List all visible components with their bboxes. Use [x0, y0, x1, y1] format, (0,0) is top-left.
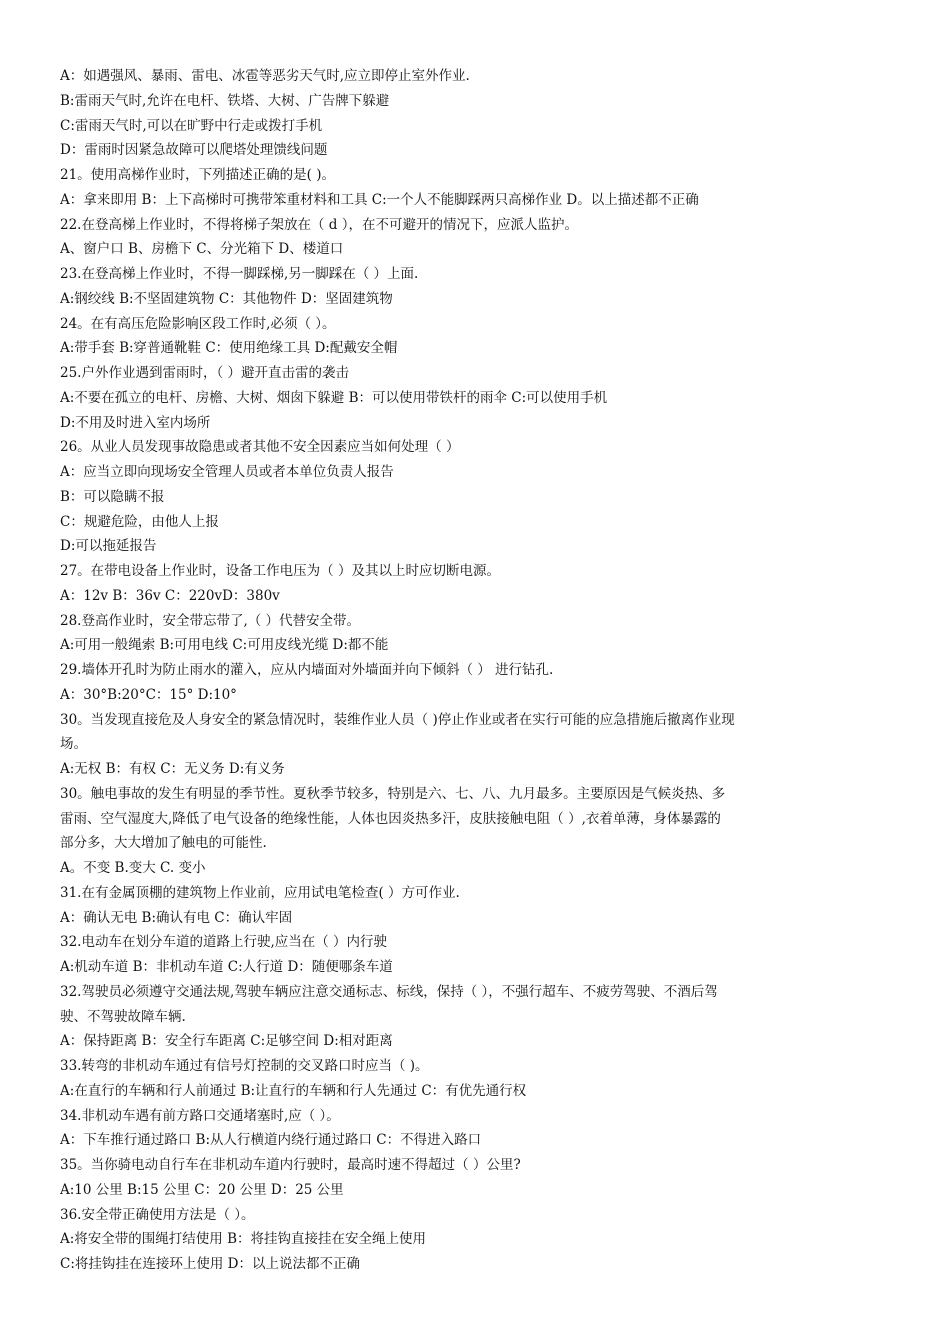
text-line: A:无权 B：有权 C：无义务 D:有义务	[60, 761, 285, 777]
text-line: A：30°B:20°C：15° D:10°	[60, 686, 237, 703]
text-line: 23.在登高梯上作业时，不得一脚踩梯,另一脚踩在（ ）上面.	[60, 266, 419, 282]
text-line: 35。当你骑电动自行车在非机动车道内行驶时，最高时速不得超过（ ）公里?	[60, 1157, 521, 1173]
text-line: A：应当立即向现场安全管理人员或者本单位负责人报告	[60, 464, 394, 480]
text-line: 29.墙体开孔时为防止雨水的灌入，应从内墙面对外墙面并向下倾斜（ ） 进行钻孔.	[60, 662, 554, 678]
text-line: A：保持距离 B：安全行车距离 C:足够空间 D:相对距离	[60, 1033, 393, 1050]
text-line: D:可以拖延报告	[60, 538, 157, 555]
text-line: 场。	[60, 736, 87, 753]
text-line: A:可用一般绳索 B:可用电线 C:可用皮线光缆 D:都不能	[60, 637, 389, 654]
text-line: 部分多，大大增加了触电的可能性.	[60, 835, 267, 852]
text-line: C：规避危险，由他人上报	[60, 513, 219, 530]
text-line: B：可以隐瞒不报	[60, 488, 165, 505]
text-line: A:在直行的车辆和行人前通过 B:让直行的车辆和行人先通过 C：有优先通行权	[60, 1082, 527, 1099]
text-line: 21。使用高梯作业时，下列描述正确的是( )。	[60, 167, 336, 183]
text-line: A、窗户口 B、房檐下 C、分光箱下 D、楼道口	[60, 241, 344, 258]
text-line: 26。从业人员发现事故隐患或者其他不安全因素应当如何处理（ ）	[60, 439, 460, 456]
text-line: C:将挂钩挂在连接环上使用 D：以上说法都不正确	[60, 1256, 360, 1272]
text-line: A:机动车道 B：非机动车道 C:人行道 D：随便哪条车道	[60, 959, 393, 975]
text-line: 30。触电事故的发生有明显的季节性。夏秋季节较多，特别是六、七、八、九月最多。主要原因是气候炎热、多	[60, 785, 726, 802]
text-line: 雷雨、空气湿度大,降低了电气设备的绝缘性能，人体也因炎热多汗，皮肤接触电阻（ ）,衣着单薄，身体暴露的	[60, 810, 721, 827]
text-line: 22.在登高梯上作业时，不得将梯子架放在（ d ），在不可避开的情况下，应派人监护。	[60, 216, 578, 233]
text-line: A:将安全带的围绳打结使用 B：将挂钩直接挂在安全绳上使用	[60, 1231, 427, 1248]
text-line: A:10 公里 B:15 公里 C：20 公里 D：25 公里	[60, 1181, 344, 1198]
text-line: 25.户外作业遇到雷雨时，（ ）避开直击雷的袭击	[60, 365, 350, 381]
text-line: 驶、不驾驶故障车辆.	[60, 1008, 186, 1025]
document-page	[60, 64, 895, 1277]
text-line: 32.驾驶员必须遵守交通法规,驾驶车辆应注意交通标志、标线，保持（ ），不强行超车、不疲劳驾驶、不酒后驾	[60, 983, 718, 1000]
text-line: 27。在带电设备上作业时，设备工作电压为（ ）及其以上时应切断电源。	[60, 563, 500, 579]
text-line: A：下车推行通过路口 B:从人行横道内绕行通过路口 C：不得进入路口	[60, 1132, 482, 1149]
text-line: A:钢绞线 B:不坚固建筑物 C：其他物件 D：坚固建筑物	[60, 290, 393, 307]
text-line: A：确认无电 B:确认有电 C：确认牢固	[60, 909, 293, 926]
text-line: A：拿来即用 B：上下高梯时可携带笨重材料和工具 C:一个人不能脚踩两只高梯作业 D。以上描述都不正确	[60, 191, 699, 208]
text-line: A:带手套 B:穿普通靴鞋 C：使用绝缘工具 D:配戴安全帽	[60, 340, 398, 357]
text-line: 36.安全带正确使用方法是（ ）。	[60, 1206, 255, 1223]
text-line: A：如遇强风、暴雨、雷电、冰雹等恶劣天气时,应立即停止室外作业.	[60, 68, 470, 84]
text-line: 34.非机动车遇有前方路口交通堵塞时,应（ ）。	[60, 1107, 340, 1124]
text-line: 31.在有金属顶棚的建筑物上作业前，应用试电笔检查( ）方可作业.	[60, 884, 460, 901]
text-line: 30。当发现直接危及人身安全的紧急情况时，装维作业人员（ )停止作业或者在实行可能的应急措施后撤离作业现	[60, 711, 735, 728]
text-line: D:不用及时进入室内场所	[60, 414, 211, 431]
text-line: A：12v B：36v C：220vD：380v	[60, 587, 280, 604]
text-line: 32.电动车在划分车道的道路上行驶,应当在（ ）内行驶	[60, 934, 388, 951]
text-line: A:不要在孤立的电杆、房檐、大树、烟囱下躲避 B：可以使用带铁杆的雨伞 C:可以使用手机	[60, 389, 608, 406]
text-line: 24。在有高压危险影响区段工作时,必须（ ）。	[60, 315, 336, 332]
text-line: C:雷雨天气时,可以在旷野中行走或拨打手机	[60, 117, 323, 134]
text-line: 28.登高作业时，安全带忘带了,（ ）代替安全带。	[60, 612, 361, 629]
text-line: D：雷雨时因紧急故障可以爬塔处理馈线问题	[60, 142, 328, 159]
text-line: 33.转弯的非机动车通过有信号灯控制的交叉路口时应当（ )。	[60, 1058, 429, 1074]
text-line: A。不变 B.变大 C. 变小	[60, 860, 206, 876]
text-line: B:雷雨天气时,允许在电杆、铁塔、大树、广告牌下躲避	[60, 92, 390, 109]
